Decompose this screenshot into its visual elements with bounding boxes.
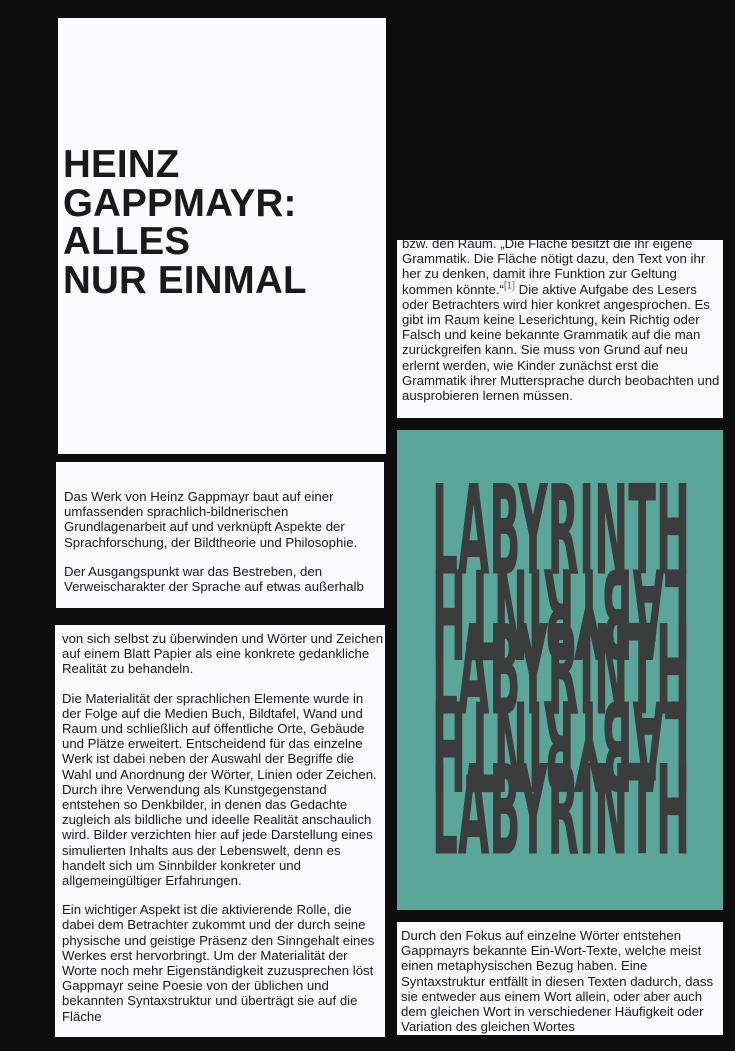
intro-paragraph-1: Das Werk von Heinz Gappmayr baut auf einer umfassenden sprachlich-bildnerischen Grundlagenarbeit auf und verknüpft Aspekte der Sprachforschung, der Bildtheorie und Philosophie. — [64, 489, 358, 550]
labyrinth-word-2: LABYRINTH — [432, 540, 690, 686]
title-line-2: GAPPMAYR: — [63, 181, 297, 225]
body-paragraph-1: von sich selbst zu überwinden und Wörter und Zeichen auf einem Blatt Papier als eine konkrete gedankliche Realität zu behandeln. — [62, 631, 384, 677]
right-bottom-paragraph: Durch den Fokus auf einzelne Wörter entstehen Gappmayrs bekannte Ein-Wort-Texte, welche meist einen metaphysischen Bezug haben. Eine Syntaxstruktur entfällt in diesen Texten dadurch, dass sie entweder aus einem Wort allein, oder aber auch dem gleichen Wort in verschiedener Häufigkeit oder Variation des gleichen Wortes — [401, 928, 714, 1035]
footnote-link[interactable]: [1] — [503, 280, 516, 292]
labyrinth-word-4: LABYRINTH — [432, 672, 690, 818]
body-text — [62, 631, 385, 1024]
title-line-3: ALLES — [63, 220, 191, 263]
intro-text — [64, 489, 384, 594]
right-bottom-panel — [397, 922, 723, 1035]
title-line-4: NUR EINMAL — [63, 258, 307, 302]
intro-paragraph-2: Der Ausgangspunkt war das Bestreben, den Verweischarakter der Sprache auf etwas außerhalb — [64, 563, 364, 595]
quote-text: bzw. den Raum. „Die Fläche besitzt die ihr eigene Grammatik. Die Fläche nötigt dazu, den Text von ihr her zu denken, damit ihre Funktion zur Geltung kommen könnte.“ — [402, 240, 706, 297]
labyrinth-word-3: LABYRINTH — [432, 598, 690, 744]
body-paragraph-3: Ein wichtiger Aspekt ist die aktivierende Rolle, die dabei dem Betrachter zukommt und der durch seine physische und geistige Präsenz den Sinngehalt eines Werkes erst hervorbringt. Um der Materialität der Worte noch mehr Eigenständigkeit zuzusprechen löst Gappmayr seine Poesie von der üblichen und bekannten Syntaxstruktur und überträgt sie auf die Fläche — [62, 902, 375, 1024]
body-panel — [55, 625, 385, 1037]
right-top-panel — [397, 240, 723, 418]
labyrinth-word-5: LABYRINTH — [432, 738, 690, 884]
body-paragraph-2: Die Materialität der sprachlichen Elemente wurde in der Folge auf die Medien Buch, Bildtafel, Wand und Raum und schließlich auf öffentliche Orte, Gebäude und Plätze erweitert. Entscheidend für das einzelne Werk ist dabei neben der Auswahl der Begriffe die Wahl und Anordnung der Wörter, Linien oder Zeichen. Durch ihre Verwendung als Kunstgegenstand entstehen so Denkbilder, in denen das Gedachte zugleich als bildliche und ideelle Realität anschaulich wird. Bilder verzichten hier auf jede Darstellung eines simulierten Inhalts aus der Lebenswelt, denn es handelt sich um Sinnbilder konkreter und allgemeingültiger Erfahrungen. — [62, 690, 377, 889]
right-top-paragraph — [402, 240, 723, 403]
title-line-1: HEINZ — [63, 143, 180, 186]
labyrinth-word-1: LABYRINTH — [432, 458, 690, 604]
intro-panel — [56, 462, 384, 608]
continuation-text: Die aktive Aufgabe des Lesers oder Betrachters wird hier konkret angesprochen. Es gibt im Raum keine Leserichtung, kein Richtig oder Falsch und keine bekannte Grammatik auf die man zurückgreifen kann. Sie muss von Grund auf neu erlernt werden, wie Kinder zunächst erst die Grammatik ihrer Muttersprache durch beobachten und ausprobieren lernen müssen. — [402, 281, 720, 404]
page-title — [63, 143, 307, 302]
labyrinth-svg — [397, 430, 723, 910]
title-panel — [58, 18, 386, 454]
labyrinth-artwork — [397, 430, 723, 910]
